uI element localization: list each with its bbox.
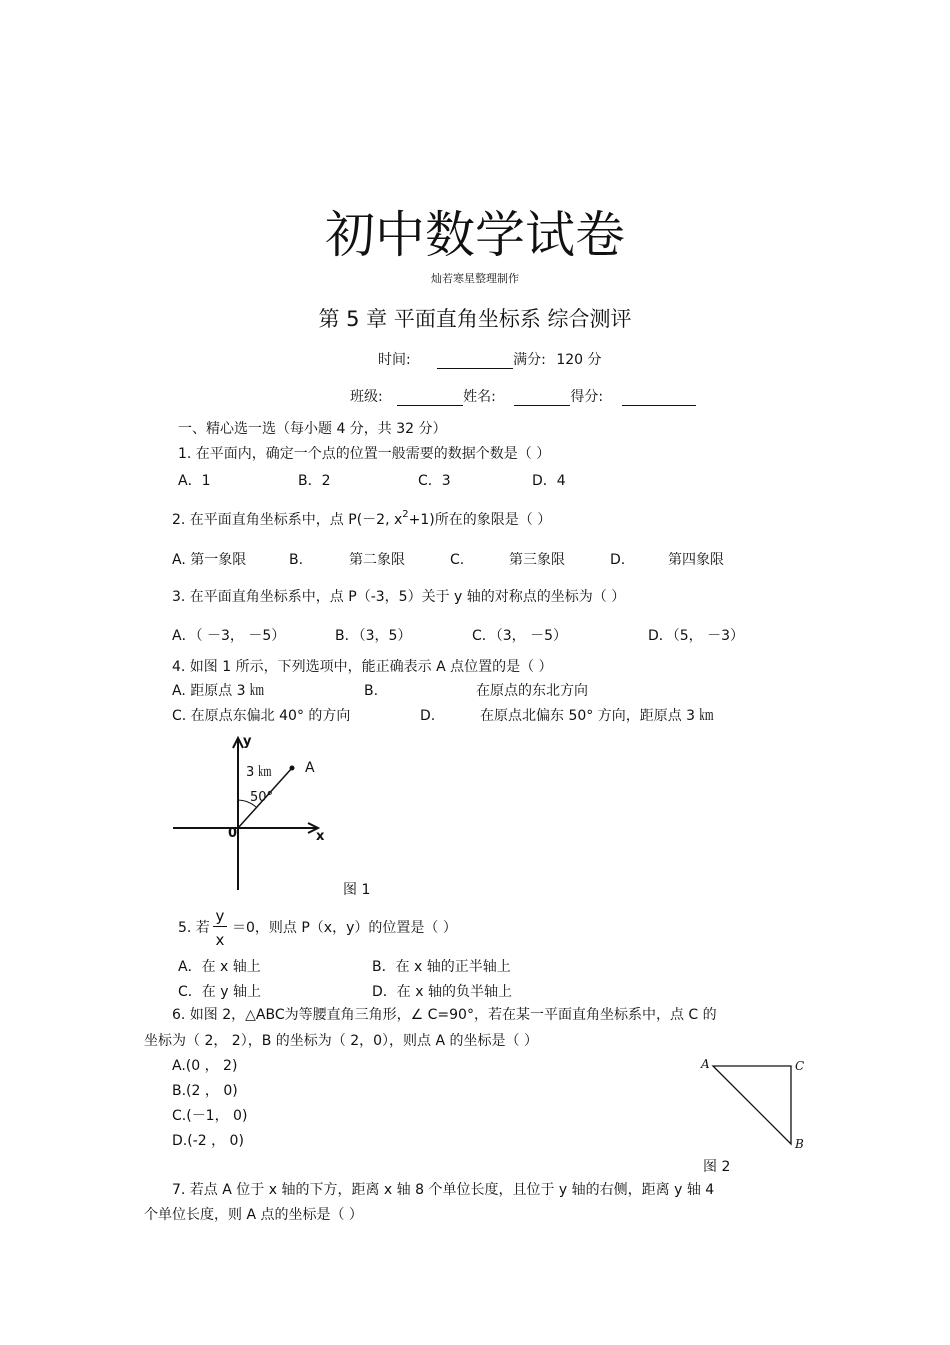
- full-marks-label: 满分:: [513, 352, 546, 368]
- fig2-triangle: [713, 1066, 791, 1144]
- q3-option-a: A．（ －3， －5）: [172, 628, 286, 644]
- q4-option-d-text: 在原点北偏东 50° 方向，距原点 3 ㎞: [480, 708, 714, 724]
- time-label: 时间:: [378, 352, 411, 368]
- q2-option-a: A. 第一象限: [172, 552, 247, 568]
- q3-stem: 3. 在平面直角坐标系中，点 P（-3，5）关于 y 轴的对称点的坐标为（ ）: [172, 589, 626, 605]
- fig2-label-c: C: [795, 1059, 805, 1073]
- q5-stem: ＝0，则点 P（x，y）的位置是（ ）: [232, 920, 457, 936]
- q2-option-d-text: 第四象限: [668, 552, 724, 568]
- q5-option-c: C．在 y 轴上: [178, 984, 261, 1000]
- fig1-distance-label: 3 ㎞: [246, 765, 272, 780]
- q6-option-d: D.(-2 ， 0): [172, 1133, 244, 1149]
- fig1-x-label: x: [316, 829, 325, 844]
- section-heading: 一、精心选一选（每小题 4 分，共 32 分）: [178, 421, 447, 437]
- q5-option-a: A．在 x 轴上: [178, 959, 261, 975]
- q5-option-d: D．在 x 轴的负半轴上: [372, 984, 512, 1000]
- score-label: 得分:: [570, 389, 604, 405]
- q7-stem-line2: 个单位长度，则 A 点的坐标是（ ）: [144, 1207, 363, 1223]
- fig1-y-label: y: [243, 734, 252, 749]
- fig2-label-a: A: [701, 1057, 710, 1071]
- q5-fraction-denominator: x: [215, 931, 225, 949]
- q2-stem-end: +1)所在的象限是（ ）: [408, 512, 552, 528]
- q4-option-b-text: 在原点的东北方向: [476, 683, 588, 699]
- q2-option-c-letter: C.: [450, 552, 465, 568]
- q1-option-b: B．2: [298, 473, 331, 489]
- q4-option-a: A. 距原点 3 ㎞: [172, 683, 265, 699]
- q5-option-b: B．在 x 轴的正半轴上: [372, 959, 511, 975]
- class-label: 班级:: [350, 389, 383, 405]
- q3-option-c: C．（3， －5）: [472, 628, 568, 644]
- q4-stem: 4. 如图 1 所示，下列选项中，能正确表示 A 点位置的是（ ）: [172, 659, 553, 675]
- q4-option-c: C. 在原点东偏北 40° 的方向: [172, 708, 351, 724]
- q1-option-d: D．4: [532, 473, 566, 489]
- q5-fraction-numerator: y: [215, 907, 225, 925]
- q6-option-b: B.(2 ， 0): [172, 1083, 238, 1099]
- q2-option-b-letter: B.: [289, 552, 304, 568]
- q4-option-b-letter: B.: [364, 683, 379, 699]
- q2-option-b-text: 第二象限: [349, 552, 405, 568]
- exam-subtitle: 灿若寒星整理制作: [431, 272, 519, 285]
- full-marks-value: 120 分: [556, 352, 602, 368]
- fig1-origin-label: 0: [228, 826, 238, 841]
- q2-option-c-text: 第三象限: [509, 552, 565, 568]
- q6-stem-line2: 坐标为（ 2， 2），B 的坐标为（ 2，0），则点 A 的坐标是（ ）: [144, 1033, 538, 1049]
- fig1-point-label: A: [305, 760, 315, 776]
- q3-option-b: B．（3，5）: [335, 628, 412, 644]
- q1-stem: 1. 在平面内，确定一个点的位置一般需要的数据个数是（ ）: [178, 446, 551, 462]
- fig1-caption: 图 1: [343, 882, 371, 898]
- q6-option-c: C.(－1， 0): [172, 1108, 248, 1124]
- chapter-heading: 第 5 章 平面直角坐标系 综合测评: [318, 307, 632, 331]
- q7-stem-line1: 7. 若点 A 位于 x 轴的下方，距离 x 轴 8 个单位长度，且位于 y 轴的右侧，距离 y 轴 4: [172, 1182, 715, 1198]
- q4-option-d-letter: D.: [420, 708, 436, 724]
- q6-stem-line1: 6. 如图 2，△ABC为等腰直角三角形，∠ C=90°，若在某一平面直角坐标系中，点 C 的: [172, 1007, 717, 1023]
- fig2-label-b: B: [795, 1137, 804, 1151]
- q3-option-d: D．（5， －3）: [648, 628, 745, 644]
- fig1-angle-label: 50°: [250, 790, 274, 805]
- q1-option-a: A．1: [178, 473, 211, 489]
- q2-exponent: 2: [402, 509, 409, 520]
- q1-option-c: C．3: [418, 473, 451, 489]
- q2-option-d-letter: D.: [610, 552, 626, 568]
- name-label: 姓名:: [463, 389, 496, 405]
- q2-stem-start: 2. 在平面直角坐标系中，点 P(－2, x: [172, 512, 403, 528]
- fig2-caption: 图 2: [703, 1159, 731, 1175]
- q6-option-a: A.(0 ， 2): [172, 1058, 238, 1074]
- exam-title: 初中数学试卷: [325, 206, 625, 264]
- q5-prefix: 5. 若: [178, 920, 210, 936]
